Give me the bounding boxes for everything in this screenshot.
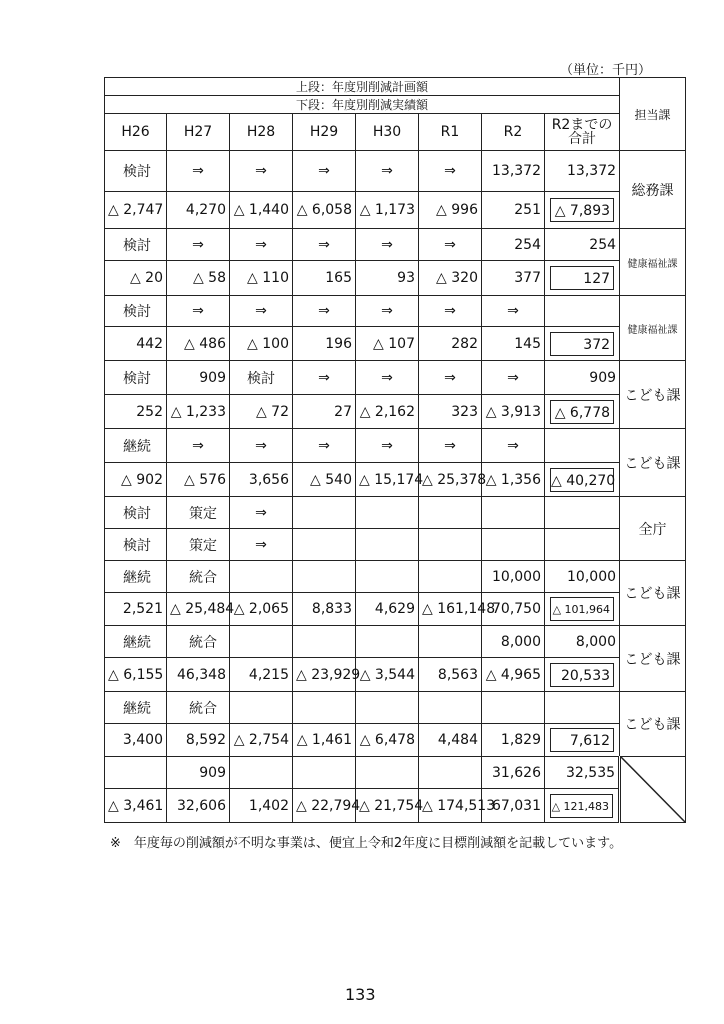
dept-cell: こども課: [620, 429, 686, 497]
total-header-line2: 合計: [568, 131, 596, 147]
table-cell: 継続: [105, 561, 167, 593]
table-cell: 検討: [105, 361, 167, 395]
table-cell: [419, 757, 482, 789]
table-cell: ⇒: [419, 429, 482, 463]
table-row: [105, 757, 686, 789]
table-cell: △ 161,148: [419, 593, 482, 626]
year-header: R2: [482, 114, 545, 151]
table-cell: △ 15,174: [356, 463, 419, 497]
table-cell: △ 174,513: [419, 789, 482, 823]
table-row: [105, 497, 686, 529]
table-cell: △ 320: [419, 261, 482, 296]
table-cell: ⇒: [356, 151, 419, 192]
table-cell: ⇒: [293, 229, 356, 261]
table-cell: △ 996: [419, 192, 482, 229]
total-cell: [545, 395, 620, 429]
table-cell: [356, 561, 419, 593]
table-cell: 32,606: [167, 789, 230, 823]
total-cell: [545, 497, 620, 529]
table-cell: [419, 561, 482, 593]
table-cell: 909: [167, 757, 230, 789]
table-cell: △ 1,461: [293, 724, 356, 757]
table-cell: 377: [482, 261, 545, 296]
year-header: H29: [293, 114, 356, 151]
total-value: 372: [550, 332, 614, 356]
year-header: H30: [356, 114, 419, 151]
table-cell: 8,563: [419, 658, 482, 692]
table-cell: △ 110: [230, 261, 293, 296]
table-cell: 4,215: [230, 658, 293, 692]
table-row: [105, 261, 686, 296]
table-cell: △ 72: [230, 395, 293, 429]
table-cell: △ 3,913: [482, 395, 545, 429]
dept-cell: こども課: [620, 626, 686, 692]
table-cell: 統合: [167, 626, 230, 658]
table-row: [105, 327, 686, 361]
table-cell: [293, 692, 356, 724]
total-value: △ 40,270: [550, 468, 614, 492]
table-cell: 254: [482, 229, 545, 261]
table-cell: 統合: [167, 561, 230, 593]
table-cell: ⇒: [167, 296, 230, 327]
table-cell: [419, 626, 482, 658]
total-cell: 32,535: [545, 757, 620, 789]
table-cell: [293, 757, 356, 789]
table-cell: [356, 757, 419, 789]
table-cell: 27: [293, 395, 356, 429]
table-cell: 3,656: [230, 463, 293, 497]
table-cell: [482, 692, 545, 724]
table-cell: [293, 626, 356, 658]
table-cell: △ 2,162: [356, 395, 419, 429]
year-header: H27: [167, 114, 230, 151]
table-cell: 67,031: [482, 789, 545, 823]
table-cell: [356, 626, 419, 658]
table-cell: 251: [482, 192, 545, 229]
table-cell: 検討: [105, 497, 167, 529]
table-cell: ⇒: [230, 151, 293, 192]
table-cell: ⇒: [230, 296, 293, 327]
dept-cell: 健康福祉課: [620, 296, 686, 361]
total-cell: 254: [545, 229, 620, 261]
table-cell: 13,372: [482, 151, 545, 192]
total-cell: 13,372: [545, 151, 620, 192]
table-cell: 145: [482, 327, 545, 361]
table-cell: ⇒: [293, 361, 356, 395]
table-cell: ⇒: [293, 429, 356, 463]
table-cell: 検討: [105, 529, 167, 561]
table-row: [105, 626, 686, 658]
table-cell: 8,000: [482, 626, 545, 658]
table-cell: [419, 529, 482, 561]
table-cell: [293, 561, 356, 593]
table-cell: 282: [419, 327, 482, 361]
table-cell: △ 25,484: [167, 593, 230, 626]
table-cell: 10,000: [482, 561, 545, 593]
table-cell: △ 1,233: [167, 395, 230, 429]
table-row: [105, 529, 686, 561]
table-cell: ⇒: [293, 151, 356, 192]
total-cell: [545, 261, 620, 296]
total-cell: [545, 692, 620, 724]
footnote: ※ 年度毎の削減額が不明な事業は、便宜上令和2年度に目標削減額を記載しています。: [110, 836, 623, 851]
table-cell: [482, 497, 545, 529]
table-cell: ⇒: [293, 296, 356, 327]
page-number: 133: [345, 985, 376, 1004]
year-header: H28: [230, 114, 293, 151]
table-cell: 策定: [167, 529, 230, 561]
table-cell: 8,592: [167, 724, 230, 757]
table-cell: ⇒: [356, 296, 419, 327]
table-row: [105, 192, 686, 229]
table-cell: [356, 497, 419, 529]
total-header: [545, 114, 620, 151]
table-cell: 継続: [105, 429, 167, 463]
dept-cell: こども課: [620, 361, 686, 429]
table-cell: [419, 497, 482, 529]
table-cell: 196: [293, 327, 356, 361]
table-cell: ⇒: [167, 429, 230, 463]
table-cell: ⇒: [230, 229, 293, 261]
table-cell: ⇒: [230, 497, 293, 529]
table-row: [105, 724, 686, 757]
table-cell: 8,833: [293, 593, 356, 626]
table-row: [105, 463, 686, 497]
table-cell: △ 23,929: [293, 658, 356, 692]
table-cell: [230, 757, 293, 789]
table-row: [105, 361, 686, 395]
table-cell: ⇒: [356, 361, 419, 395]
table-cell: △ 58: [167, 261, 230, 296]
table-cell: ⇒: [419, 361, 482, 395]
table-cell: △ 2,747: [105, 192, 167, 229]
table-cell: 252: [105, 395, 167, 429]
total-cell: [545, 296, 620, 327]
table-cell: [230, 626, 293, 658]
total-value: △ 101,964: [550, 597, 614, 621]
total-value: △ 7,893: [550, 198, 614, 222]
total-header-line1: R2までの: [551, 117, 613, 133]
table-cell: 70,750: [482, 593, 545, 626]
table-cell: 4,629: [356, 593, 419, 626]
table-cell: 統合: [167, 692, 230, 724]
header-upper: 上段：年度別削減計画額: [105, 78, 620, 96]
table-cell: 継続: [105, 692, 167, 724]
table-cell: △ 486: [167, 327, 230, 361]
table-cell: △ 22,794: [293, 789, 356, 823]
table-row: [105, 296, 686, 327]
dept-cell: こども課: [620, 561, 686, 626]
table-row: [105, 561, 686, 593]
table-cell: 継続: [105, 626, 167, 658]
table-cell: 323: [419, 395, 482, 429]
table-cell: 1,829: [482, 724, 545, 757]
table-cell: △ 21,754: [356, 789, 419, 823]
total-cell: [545, 327, 620, 361]
total-cell: 10,000: [545, 561, 620, 593]
table-cell: [230, 561, 293, 593]
diagonal-line: [621, 757, 685, 822]
table-cell: △ 6,155: [105, 658, 167, 692]
total-cell: 8,000: [545, 626, 620, 658]
total-cell: [545, 658, 620, 692]
table-cell: 検討: [105, 229, 167, 261]
table-row: [105, 229, 686, 261]
total-cell: [545, 192, 620, 229]
table-row: [105, 151, 686, 192]
header-lower: 下段：年度別削減実績額: [105, 96, 620, 114]
table-cell: 3,400: [105, 724, 167, 757]
table-row: [105, 789, 686, 823]
table-cell: 31,626: [482, 757, 545, 789]
table-cell: △ 1,173: [356, 192, 419, 229]
table-cell: ⇒: [230, 429, 293, 463]
table-cell: △ 2,065: [230, 593, 293, 626]
table-row: [105, 395, 686, 429]
table-cell: [293, 529, 356, 561]
table-cell: ⇒: [419, 151, 482, 192]
dept-cell: 健康福祉課: [620, 229, 686, 296]
total-cell: [545, 593, 620, 626]
table-cell: 1,402: [230, 789, 293, 823]
table-cell: △ 3,461: [105, 789, 167, 823]
total-cell: 909: [545, 361, 620, 395]
budget-reduction-table: [104, 77, 686, 823]
year-header: R1: [419, 114, 482, 151]
diagonal-cell: [620, 757, 686, 823]
table-cell: ⇒: [419, 296, 482, 327]
total-value: 20,533: [550, 663, 614, 687]
table-cell: △ 902: [105, 463, 167, 497]
total-cell: [545, 529, 620, 561]
table-cell: 検討: [105, 151, 167, 192]
table-cell: 検討: [105, 296, 167, 327]
table-cell: 442: [105, 327, 167, 361]
table-cell: ⇒: [356, 429, 419, 463]
table-cell: △ 100: [230, 327, 293, 361]
total-value: △ 121,483: [550, 794, 613, 818]
table-cell: [105, 757, 167, 789]
table-row: [105, 692, 686, 724]
table-cell: △ 25,378: [419, 463, 482, 497]
unit-label: （単位：千円）: [560, 63, 652, 78]
table-row: [105, 658, 686, 692]
table-cell: △ 20: [105, 261, 167, 296]
table-cell: 46,348: [167, 658, 230, 692]
table-cell: [356, 529, 419, 561]
table-cell: 4,484: [419, 724, 482, 757]
table-cell: △ 540: [293, 463, 356, 497]
table-cell: △ 576: [167, 463, 230, 497]
table-cell: [356, 692, 419, 724]
table-cell: 策定: [167, 497, 230, 529]
table-cell: ⇒: [482, 361, 545, 395]
table-cell: [482, 529, 545, 561]
dept-header: 担当課: [620, 78, 686, 151]
table-cell: [419, 692, 482, 724]
table-cell: 93: [356, 261, 419, 296]
total-value: 7,612: [550, 728, 614, 752]
table-cell: ⇒: [482, 429, 545, 463]
table-cell: 909: [167, 361, 230, 395]
total-cell: [545, 429, 620, 463]
table-cell: ⇒: [356, 229, 419, 261]
table-cell: △ 2,754: [230, 724, 293, 757]
table-cell: △ 107: [356, 327, 419, 361]
table-cell: 165: [293, 261, 356, 296]
table-cell: 検討: [230, 361, 293, 395]
dept-cell: こども課: [620, 692, 686, 757]
total-cell: [545, 463, 620, 497]
table-cell: ⇒: [167, 151, 230, 192]
total-value: 127: [550, 266, 614, 290]
total-cell: [545, 724, 620, 757]
table-cell: △ 3,544: [356, 658, 419, 692]
table-cell: [293, 497, 356, 529]
table-cell: ⇒: [167, 229, 230, 261]
table-cell: △ 6,058: [293, 192, 356, 229]
year-header: H26: [105, 114, 167, 151]
table-cell: △ 1,440: [230, 192, 293, 229]
dept-cell: 総務課: [620, 151, 686, 229]
table-cell: ⇒: [482, 296, 545, 327]
table-row: [105, 593, 686, 626]
total-cell: [545, 789, 620, 823]
table-cell: 2,521: [105, 593, 167, 626]
table-cell: ⇒: [230, 529, 293, 561]
total-value: △ 6,778: [550, 400, 614, 424]
table-cell: 4,270: [167, 192, 230, 229]
table-cell: △ 4,965: [482, 658, 545, 692]
table-cell: △ 1,356: [482, 463, 545, 497]
table-cell: △ 6,478: [356, 724, 419, 757]
dept-cell: 全庁: [620, 497, 686, 561]
table-cell: ⇒: [419, 229, 482, 261]
table-cell: [230, 692, 293, 724]
table-row: [105, 429, 686, 463]
